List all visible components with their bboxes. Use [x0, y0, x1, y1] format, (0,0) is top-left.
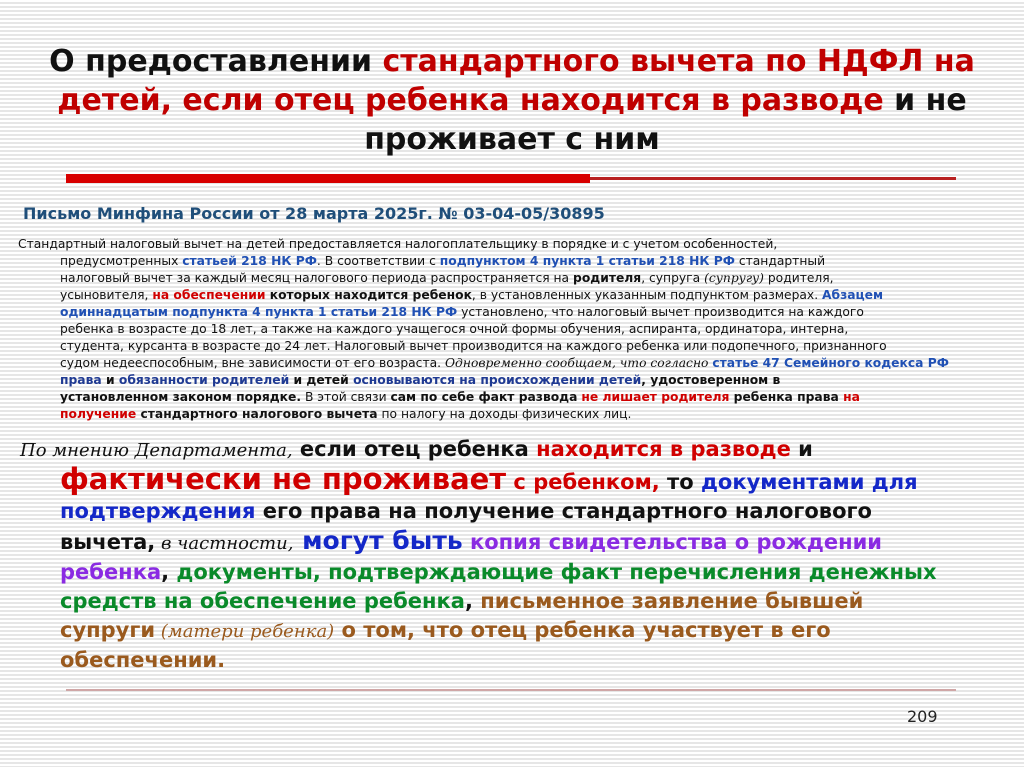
- text: . В соответствии с: [316, 254, 440, 268]
- slide-title: [40, 42, 984, 159]
- opinion-line: [20, 497, 1010, 526]
- text-italic: Одновременно сообщаем, что согласно: [444, 356, 713, 370]
- text: Стандартный налоговый вычет на детей предоставляется налогоплательщику в порядке и с учетом особенностей,: [18, 237, 778, 251]
- page-number: 209: [907, 707, 938, 726]
- para-line: [18, 389, 998, 406]
- law-link[interactable]: одиннадцатым подпункта 4 пункта 1 статьи 218 НК РФ: [60, 305, 458, 319]
- department-opinion: [20, 435, 1010, 675]
- text: ,: [161, 560, 177, 584]
- text-blue: подтверждения: [60, 499, 256, 523]
- text: , в установленных указанным подпунктом размерах.: [471, 288, 823, 302]
- para-line: [18, 270, 998, 287]
- text: стандартный: [734, 254, 826, 268]
- text: В этой связи: [301, 390, 391, 404]
- text: ребенка в возрасте до 18 лет, а также на каждого учащегося очной формы обучения, аспиранта, ординатора, интерна,: [60, 322, 849, 336]
- text: судом недееспособным, вне зависимости от его возраста.: [60, 356, 445, 370]
- text: и: [790, 437, 813, 461]
- text-highlight: получение: [60, 407, 137, 421]
- para-line: [18, 287, 998, 304]
- text-brown: о том, что отец ребенка участвует в его: [334, 618, 831, 642]
- text: родителя,: [763, 271, 834, 285]
- text-blue: основываются на происхождении детей: [353, 373, 642, 387]
- text-blue: документами для: [700, 470, 918, 494]
- law-link[interactable]: статье 47 Семейного кодекса РФ: [712, 356, 949, 370]
- para-line: [18, 304, 998, 321]
- title-underline-rule: [590, 177, 956, 180]
- text: установлено, что налоговый вычет производится на каждого: [457, 305, 864, 319]
- opinion-line: [20, 558, 1010, 587]
- para-line: [18, 338, 998, 355]
- text-brown: обеспечении.: [60, 648, 226, 672]
- text-bold: и: [101, 373, 119, 387]
- text: предусмотренных: [60, 254, 183, 268]
- para-line: [18, 253, 998, 270]
- text-brown: письменное заявление бывшей: [480, 589, 864, 613]
- text-bold: , удостоверенном в: [641, 373, 781, 387]
- text-purple: ребенка: [60, 560, 162, 584]
- text: , супруга: [641, 271, 705, 285]
- opinion-line: [20, 526, 1010, 558]
- law-link[interactable]: подпунктом 4 пункта 1 статьи 218 НК РФ: [439, 254, 735, 268]
- text-blue-large: могут быть: [293, 526, 463, 555]
- letter-paragraph: [18, 236, 998, 423]
- text: если отец ребенка: [292, 437, 537, 461]
- para-line: [18, 355, 998, 372]
- text-blue: права: [60, 373, 102, 387]
- text-highlight: на обеспечении: [152, 288, 266, 302]
- text-brown: супруги: [60, 618, 156, 642]
- text: налоговый вычет за каждый месяц налогового периода распространяется на: [60, 271, 574, 285]
- text-italic: (супругу): [704, 271, 764, 285]
- text: по налогу на доходы физических лиц.: [377, 407, 632, 421]
- text-bold: и детей: [289, 373, 354, 387]
- title-part-3: и не проживает с ним: [364, 83, 967, 157]
- text-bold: стандартного налогового вычета: [136, 407, 378, 421]
- title-part-1: О предоставлении: [49, 44, 383, 79]
- text-purple: копия свидетельства о рождении: [462, 530, 883, 554]
- opinion-line: [20, 587, 1010, 616]
- text: его права на получение стандартного налогового: [255, 499, 872, 523]
- para-line: [18, 372, 998, 389]
- text-italic: в частности,: [155, 533, 294, 554]
- text: студента, курсанта в возрасте до 24 лет. Налоговый вычет производится на каждого ребенка или подопечного, признанного: [60, 339, 887, 353]
- text-bold: которых находится ребенок: [265, 288, 472, 302]
- para-line: [18, 406, 998, 423]
- text-italic: По мнению Департамента,: [20, 440, 293, 461]
- opinion-line: [20, 435, 1010, 465]
- text-blue: обязанности родителей: [118, 373, 290, 387]
- letter-reference: Письмо Минфина России от 28 марта 2025г. № 03-04-05/30895: [23, 204, 605, 223]
- text-highlight: на: [843, 390, 860, 404]
- text-bold: родителя: [573, 271, 642, 285]
- para-line: [18, 321, 998, 338]
- text: ,: [464, 589, 481, 613]
- text-green: средств на обеспечение ребенка: [60, 589, 465, 613]
- text-red: находится в разводе: [536, 437, 791, 461]
- opinion-line: [20, 462, 1010, 497]
- footer-divider: [66, 689, 956, 691]
- text: вычета,: [60, 530, 156, 554]
- title-underline-bar: [66, 174, 590, 183]
- text-green: документы, подтверждающие факт перечисления денежных: [176, 560, 937, 584]
- law-link[interactable]: Абзацем: [822, 288, 884, 302]
- title-part-2: стандартного вычета по НДФЛ на детей, если отец ребенка находится в разводе: [57, 44, 975, 118]
- text: усыновителя,: [60, 288, 153, 302]
- opinion-line: [20, 646, 1010, 675]
- text-red-large: фактически не проживает: [60, 462, 507, 496]
- text-bold: установленном законом порядке.: [60, 390, 302, 404]
- para-line: [18, 236, 998, 253]
- text-bold: сам по себе факт развода: [390, 390, 578, 404]
- opinion-line: [20, 616, 1010, 646]
- text-highlight: не лишает родителя: [581, 390, 730, 404]
- text-bold: ребенка права: [729, 390, 844, 404]
- text-italic: (матери ребенка): [155, 621, 335, 642]
- law-link[interactable]: статьей 218 НК РФ: [182, 254, 317, 268]
- text: то: [659, 470, 701, 494]
- text-red: с ребенком,: [506, 470, 660, 494]
